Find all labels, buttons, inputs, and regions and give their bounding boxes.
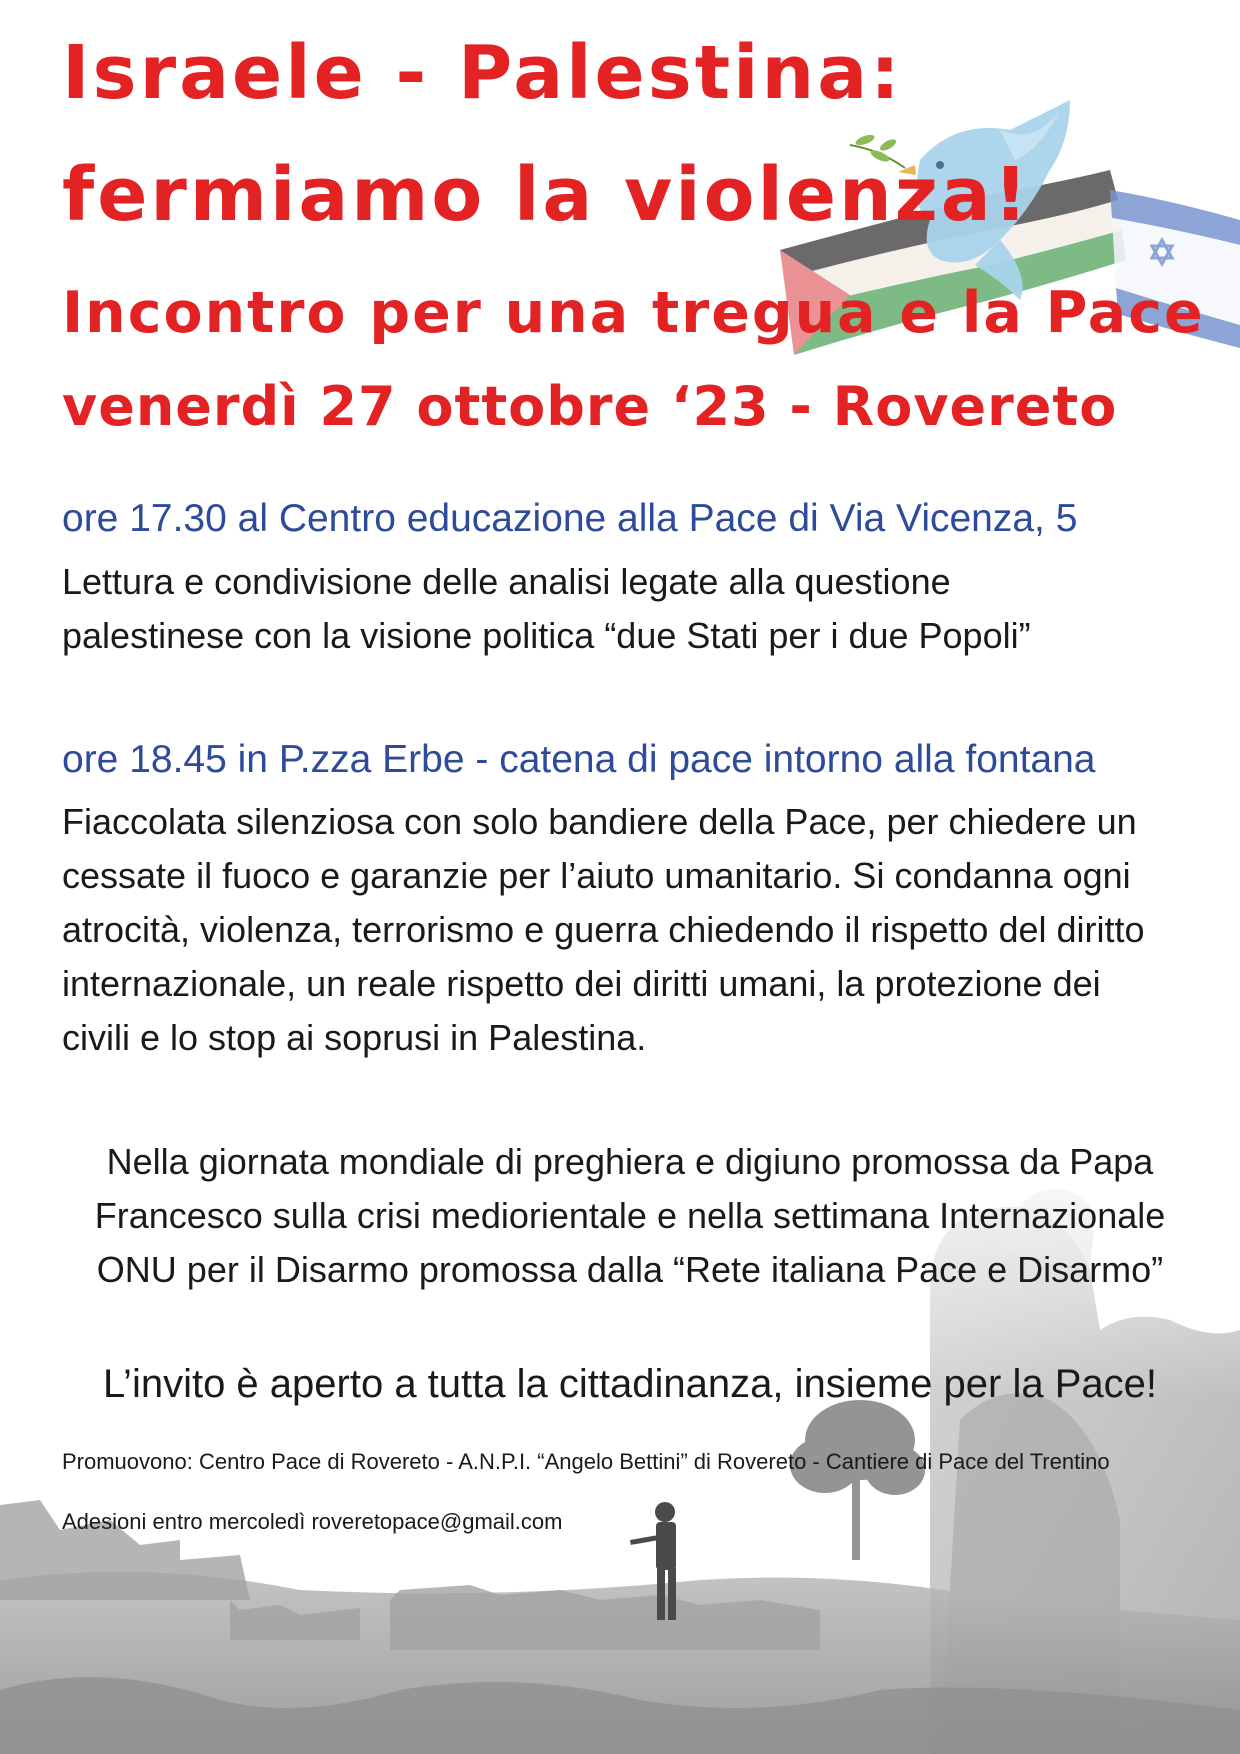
event2-line: cessate il fuoco e garanzie per l’aiuto umanitario. Si condanna ogni [62, 855, 1131, 896]
date-line: venerdì 27 ottobre ‘23 - Rovereto [62, 375, 1118, 438]
promoters-line: Promuovono: Centro Pace di Rovereto - A.N.P.I. “Angelo Bettini” di Rovereto - Cantiere di Pace del Trentino [62, 1449, 1110, 1474]
title-line-2: fermiamo la violenza! [62, 152, 1031, 238]
event1-line: Lettura e condivisione delle analisi legate alla questione [62, 561, 951, 602]
invite-line: L’invito è aperto a tutta la cittadinanza, insieme per la Pace! [103, 1362, 1157, 1406]
event1-line: palestinese con la visione politica “due Stati per i due Popoli” [62, 615, 1031, 656]
context-line: Nella giornata mondiale di preghiera e digiuno promossa da Papa [106, 1141, 1154, 1182]
title-line-1: Israele - Palestina: [62, 30, 903, 116]
event2-line: Fiaccolata silenziosa con solo bandiere della Pace, per chiedere un [62, 801, 1137, 842]
adhesions-line: Adesioni entro mercoledì roveretopace@gmail.com [62, 1509, 563, 1534]
event2-line: civili e lo stop ai soprusi in Palestina. [62, 1017, 647, 1058]
event2-heading: ore 18.45 in P.zza Erbe - catena di pace intorno alla fontana [62, 738, 1096, 781]
context-line: Francesco sulla crisi mediorientale e nella settimana Internazionale [94, 1195, 1166, 1236]
subtitle: Incontro per una tregua e la Pace [62, 280, 1205, 346]
event2-line: atrocità, violenza, terrorismo e guerra chiedendo il rispetto del diritto [62, 909, 1145, 950]
event1-description [62, 555, 1031, 663]
event2-description [62, 795, 1145, 1065]
context-paragraph [40, 1135, 1220, 1297]
context-line: ONU per il Disarmo promossa dalla “Rete italiana Pace e Disarmo” [96, 1249, 1164, 1290]
event1-heading: ore 17.30 al Centro educazione alla Pace di Via Vicenza, 5 [62, 497, 1078, 540]
event2-line: internazionale, un reale rispetto dei diritti umani, la protezione dei [62, 963, 1101, 1004]
